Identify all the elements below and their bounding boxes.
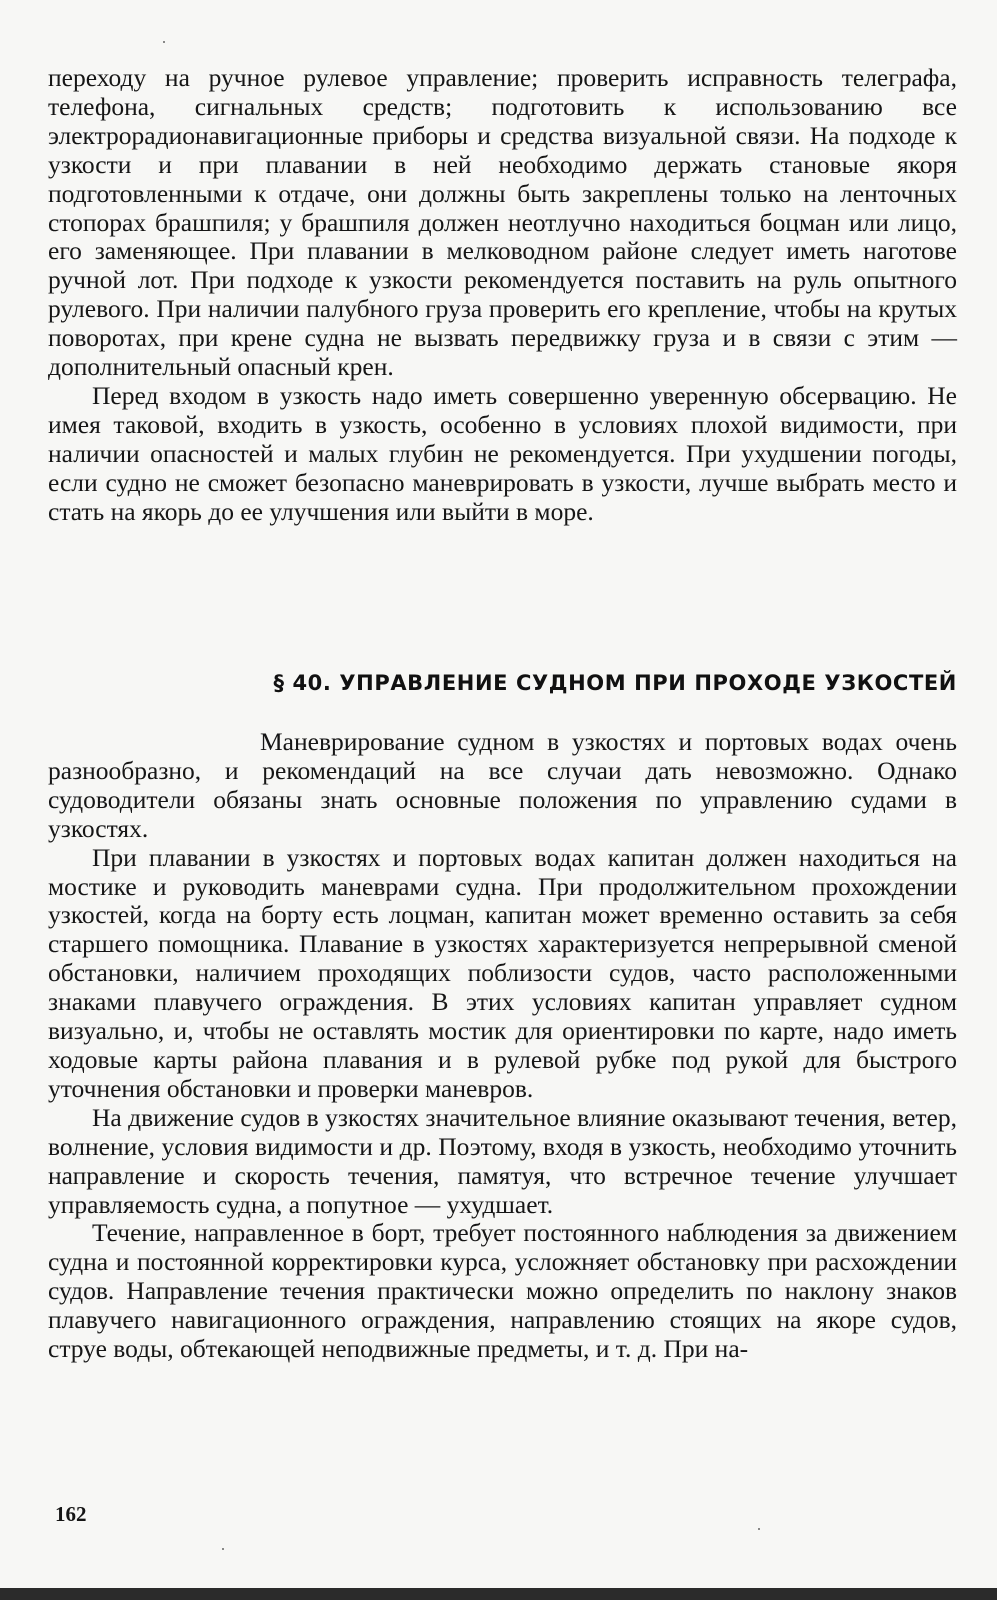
paragraph-maneuvering: Маневрирование судном в узкостях и портовых водах очень разнообразно, и рекомендаций на все случаи дать невозможно. Однако судоводители обязаны знать основные положения по управлению судами в узкостях. <box>48 727 957 843</box>
scan-speck <box>163 41 165 43</box>
paragraph-side-current: Течение, направленное в борт, требует постоянного наблюдения за движением судна и постоянной корректировки курса, усложняет обстановку при расхождении судов. Направление течения практически можно определить по наклону знаков плавучего навигационного ограждения, направлению стоящих на якоре судов, струе воды, обтекающей неподвижные предметы, и т. д. При на- <box>48 1218 957 1364</box>
scan-bottom-edge <box>0 1588 997 1600</box>
paragraph-captain: При плавании в узкостях и портовых водах капитан должен находиться на мостике и руководить маневрами судна. При продолжительном прохождении узкостей, когда на борту есть лоцман, капитан может временно оставить за себя старшего помощника. Плавание в узкостях характеризуется непрерывной сменой обстановки, наличием проходящих поблизости судов, часто расположенными знаками плавучего ограждения. В этих условиях капитан управляет судном визуально, и, чтобы не оставлять мостик для ориентировки по карте, надо иметь ходовые карты района плавания и в рулевой рубке под рукой для быстрого уточнения обстановки и проверки маневров. <box>48 842 957 1103</box>
text-block-top <box>48 64 957 527</box>
text-block-bottom <box>48 728 957 1364</box>
paragraph-continuation: переходу на ручное рулевое управление; проверить исправность телеграфа, телефона, сигнальных средств; подготовить к использованию все электрорадионавигационные приборы и средства визуальной связи. На подходе к узкости и при плавании в ней необходимо держать становые якоря подготовленными к отдаче, они должны быть закреплены только на ленточных стопорах брашпиля; у брашпиля должен неотлучно находиться боцман или лицо, его заменяющее. При плавании в мелководном районе следует иметь наготове ручной лот. При подходе к узкости рекомендуется поставить на руль опытного рулевого. При наличии палубного груза проверить его крепление, чтобы на крутых поворотах, при крене судна не вызвать передвижку груза и в связи с этим — дополнительный опасный крен. <box>48 63 957 382</box>
section-heading: § 40. УПРАВЛЕНИЕ СУДНОМ ПРИ ПРОХОДЕ УЗКОСТЕЙ <box>273 671 957 695</box>
scan-speck <box>758 1528 760 1530</box>
paragraph-currents: На движение судов в узкостях значительное влияние оказывают течения, ветер, волнение, условия видимости и др. Поэтому, входя в узкость, необходимо уточнить направление и скорость течения, памятуя, что встречное течение улучшает управляемость судна, а попутное — ухудшает. <box>48 1102 957 1219</box>
paragraph-observation: Перед входом в узкость надо иметь совершенно уверенную обсервацию. Не имея таковой, входить в узкость, особенно в условиях плохой видимости, при наличии опасностей и малых глубин не рекомендуется. При ухудшении погоды, если судно не сможет безопасно маневрировать в узкости, лучше выбрать место и стать на якорь до ее улучшения или выйти в море. <box>48 380 957 526</box>
scan-speck <box>222 1548 224 1550</box>
page-number: 162 <box>55 1502 87 1526</box>
